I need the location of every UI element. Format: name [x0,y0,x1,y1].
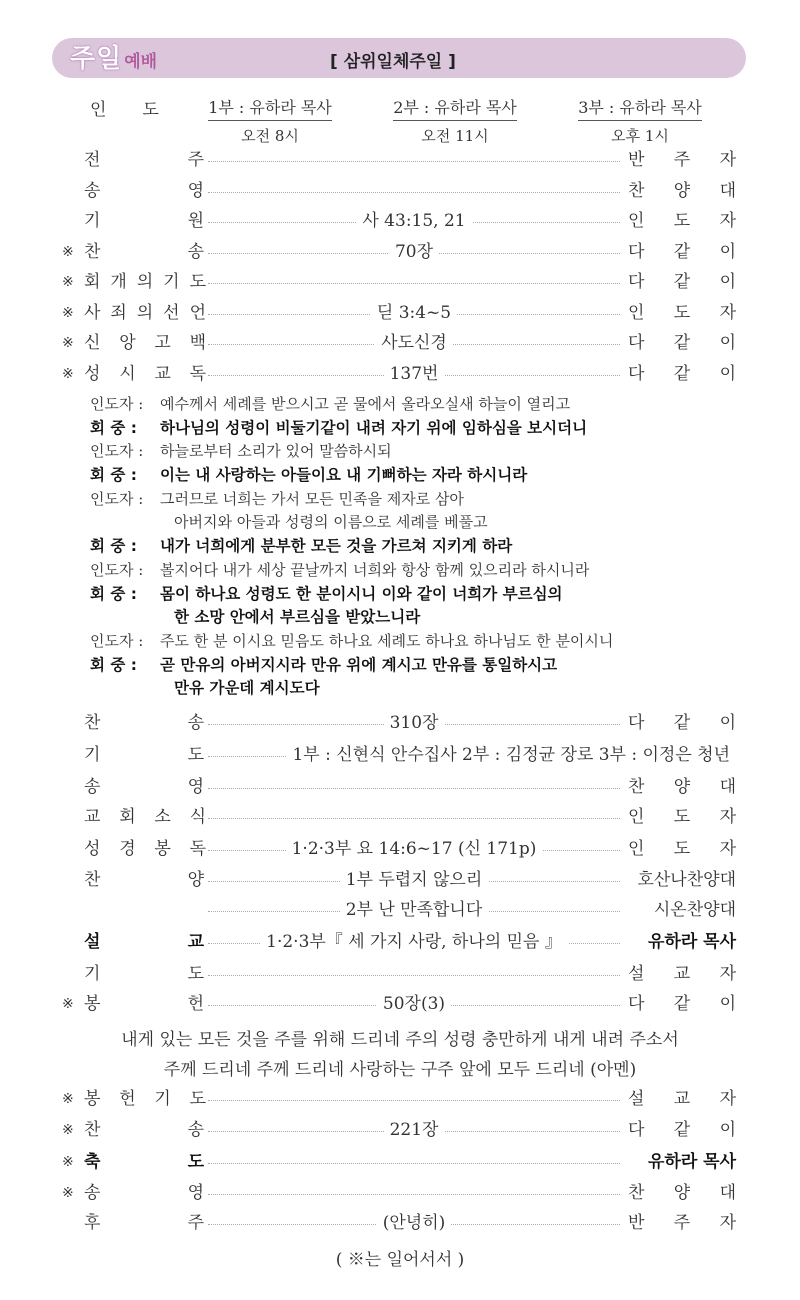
item-label: 후 주 [84,1213,204,1233]
item-detail: 1부 두렵지 않으리 [340,870,489,890]
responsive-line [90,582,740,606]
item-detail: 사 43:15, 21 [356,211,471,231]
item-detail: 딛 3:4~5 [371,303,457,323]
item-performer: 시온찬양대 [653,900,736,920]
item-detail: 221장 [384,1120,445,1140]
responsive-line [90,392,740,416]
order-item [62,299,736,327]
speaker: 인도자 : [90,489,144,508]
responsive-line [90,416,740,440]
responsive-continuation: 아버지와 아들과 성령의 이름으로 세례를 베풀고 [174,512,488,531]
leader-name: 2부 : 유하라 목사 [393,95,517,121]
order-item [62,960,736,988]
responsive-continuation: 한 소망 안에서 부르심을 받았느니라 [174,608,421,627]
stand-mark: ※ [62,274,74,290]
item-label: 전 주 [84,150,204,170]
item-performer: 유하라 목사 [647,932,736,952]
item-label: 찬 송 [84,241,204,262]
responsive-line [90,629,740,653]
item-performer: 유하라 목사 [647,1152,736,1172]
order-item [62,928,736,956]
item-label: 성 경 봉 독 [84,839,206,859]
leader-dots [208,283,620,284]
item-performer: 다 같 이 [628,994,736,1014]
order-item [62,709,736,737]
stand-mark: ※ [62,1154,74,1170]
item-label: 회 개 의 기 도 [84,272,206,292]
leader-dots [208,1100,620,1101]
stand-mark: ※ [62,1185,74,1201]
item-performer: 인 도 자 [628,807,736,827]
order-item [62,1148,736,1176]
speaker: 인도자 : [90,442,144,461]
item-performer: 설 교 자 [628,1089,736,1109]
item-label: 성 시 교 독 [84,363,206,384]
speaker: 인도자 : [90,560,144,579]
service-time: 오후 1시 [611,127,669,145]
order-item [62,990,736,1018]
item-label: 송 영 [84,1183,204,1203]
stand-mark: ※ [62,1091,74,1107]
item-label: 교 회 소 식 [84,807,206,827]
leader-dots [208,818,620,819]
leader-dots [208,1163,620,1164]
item-detail: 310장 [384,713,445,733]
item-performer: 반 주 자 [628,150,736,170]
order-item [62,773,736,801]
responsive-line [90,558,740,582]
logo-main: 주일 [70,44,123,74]
order-item [62,238,736,266]
leader-name: 1부 : 유하라 목사 [208,95,332,121]
offering-hymn-lyric: 주께 드리네 주께 드리네 사랑하는 구주 앞에 모두 드리네 (아멘) [163,1060,637,1080]
item-detail: 2부 난 만족합니다 [340,900,489,920]
item-label: 찬 송 [84,1120,204,1140]
speaker: 인도자 : [90,632,144,650]
responsive-line [90,463,740,487]
service-logo [70,38,157,75]
responsive-text: 내가 너희에게 분부한 모든 것을 가르쳐 지키게 하라 [160,537,513,556]
order-item [62,329,736,357]
leader-name: 3부 : 유하라 목사 [578,95,702,121]
offering-hymn-lyric: 내게 있는 모든 것을 주를 위해 드리네 주의 성령 충만하게 내게 내려 주소서 [121,1030,679,1050]
order-item [62,741,736,769]
item-detail: 137번 [384,364,445,384]
responsive-text: 그러므로 너희는 가서 모든 민족을 제자로 삼아 [160,489,464,508]
responsive-text: 주도 한 분 이시요 믿음도 하나요 세례도 하나요 하나님도 한 분이시니 [160,632,614,650]
speaker: 회 중 : [90,466,137,485]
item-detail: 70장 [389,242,439,262]
item-label: 축 도 [84,1152,204,1172]
responsive-line [90,439,740,463]
standing-note: ( ※는 일어서서 ) [335,1250,465,1270]
item-performer: 인 도 자 [628,211,736,231]
item-label: 찬 양 [84,870,204,890]
order-item [62,1209,736,1237]
page-title: [ 삼위일체주일 ] [330,52,456,72]
item-performer: 설 교 자 [628,964,736,984]
order-item [62,1085,736,1113]
item-performer: 다 같 이 [628,241,736,262]
item-label: 기 도 [84,745,204,765]
item-label: 봉 헌 기 도 [84,1089,206,1109]
responsive-text: 곧 만유의 아버지시라 만유 위에 계시고 만유를 통일하시고 [160,655,558,674]
stand-mark: ※ [62,1122,74,1138]
item-label: 기 원 [84,211,204,231]
stand-mark: ※ [62,335,74,351]
item-label: 송 영 [84,777,204,797]
item-label: 사 죄 의 선 언 [84,302,206,323]
speaker: 회 중 : [90,584,137,603]
leader-dots [208,161,620,162]
item-label: 기 도 [84,964,204,984]
responsive-text: 예수께서 세례를 받으시고 곧 물에서 올라오실새 하늘이 열리고 [160,395,571,413]
responsive-continuation: 만유 가운데 계시도다 [174,679,320,698]
logo-sub: 예배 [124,52,158,72]
item-label: 송 영 [84,180,204,201]
item-performer: 찬 양 대 [628,1183,736,1203]
leader-service-3 [565,95,715,146]
speaker: 회 중 : [90,537,137,556]
item-detail: (안녕히) [377,1213,452,1233]
order-item [62,1116,736,1144]
item-label: 찬 송 [84,713,204,733]
order-item [62,803,736,831]
speaker: 회 중 : [90,418,137,437]
stand-mark: ※ [62,365,74,382]
responsive-text: 하늘로부터 소리가 있어 말씀하시되 [160,442,392,461]
leader-dots [208,192,620,193]
responsive-text: 볼지어다 내가 세상 끝날까지 너희와 항상 함께 있으리라 하시니라 [160,560,590,579]
item-performer: 다 같 이 [628,272,736,292]
item-performer: 다 같 이 [628,1120,736,1140]
order-item [62,896,736,924]
item-performer: 호산나찬양대 [637,870,736,890]
item-detail: 1·2·3부『 세 가지 사랑, 하나의 믿음 』 [260,932,568,952]
service-time: 오전 8시 [241,127,299,145]
order-item [62,268,736,296]
order-item [62,866,736,894]
item-detail: 1·2·3부 요 14:6~17 (신 171p) [286,839,543,859]
stand-mark: ※ [62,996,74,1012]
speaker: 인도자 : [90,395,144,413]
speaker: 회 중 : [90,655,137,674]
leaders-label: 인도 [90,100,195,120]
item-label: 신 앙 고 백 [84,333,206,353]
order-item [62,207,736,235]
responsive-text: 하나님의 성령이 비둘기같이 내려 자기 위에 임하심을 보시더니 [160,418,588,437]
item-performer: 인 도 자 [628,839,736,859]
stand-mark: ※ [62,243,74,260]
leader-dots [208,1194,620,1195]
leader-dots [208,975,620,976]
leader-service-1 [195,95,345,146]
item-label: 설 교 [84,932,204,952]
responsive-line [90,487,740,511]
leader-dots [208,788,620,789]
service-time: 오전 11시 [421,127,489,145]
order-item [62,360,736,388]
item-performer: 다 같 이 [628,713,736,733]
responsive-line [90,534,740,558]
leader-service-2 [380,95,530,146]
responsive-line [90,653,740,677]
item-performer: 다 같 이 [628,333,736,353]
item-performer: 인 도 자 [628,302,736,323]
responsive-text: 몸이 하나요 성령도 한 분이시니 이와 같이 너희가 부르심의 [160,584,563,603]
leaders-row [90,95,730,145]
order-item [62,835,736,863]
stand-mark: ※ [62,304,74,321]
item-performer: 찬 양 대 [628,777,736,797]
item-performer: 찬 양 대 [628,180,736,201]
item-detail: 사도신경 [375,333,453,353]
responsive-text: 이는 내 사랑하는 아들이요 내 기뻐하는 자라 하시니라 [160,466,528,485]
order-item [62,177,736,205]
item-label: 봉 헌 [84,994,204,1014]
item-detail: 1부 : 신현식 안수집사 2부 : 김정균 장로 3부 : 이정은 청년 [286,745,736,765]
item-detail: 50장(3) [377,994,451,1014]
order-item [62,146,736,174]
item-performer: 다 같 이 [628,363,736,384]
order-item [62,1179,736,1207]
item-performer: 반 주 자 [628,1213,736,1233]
